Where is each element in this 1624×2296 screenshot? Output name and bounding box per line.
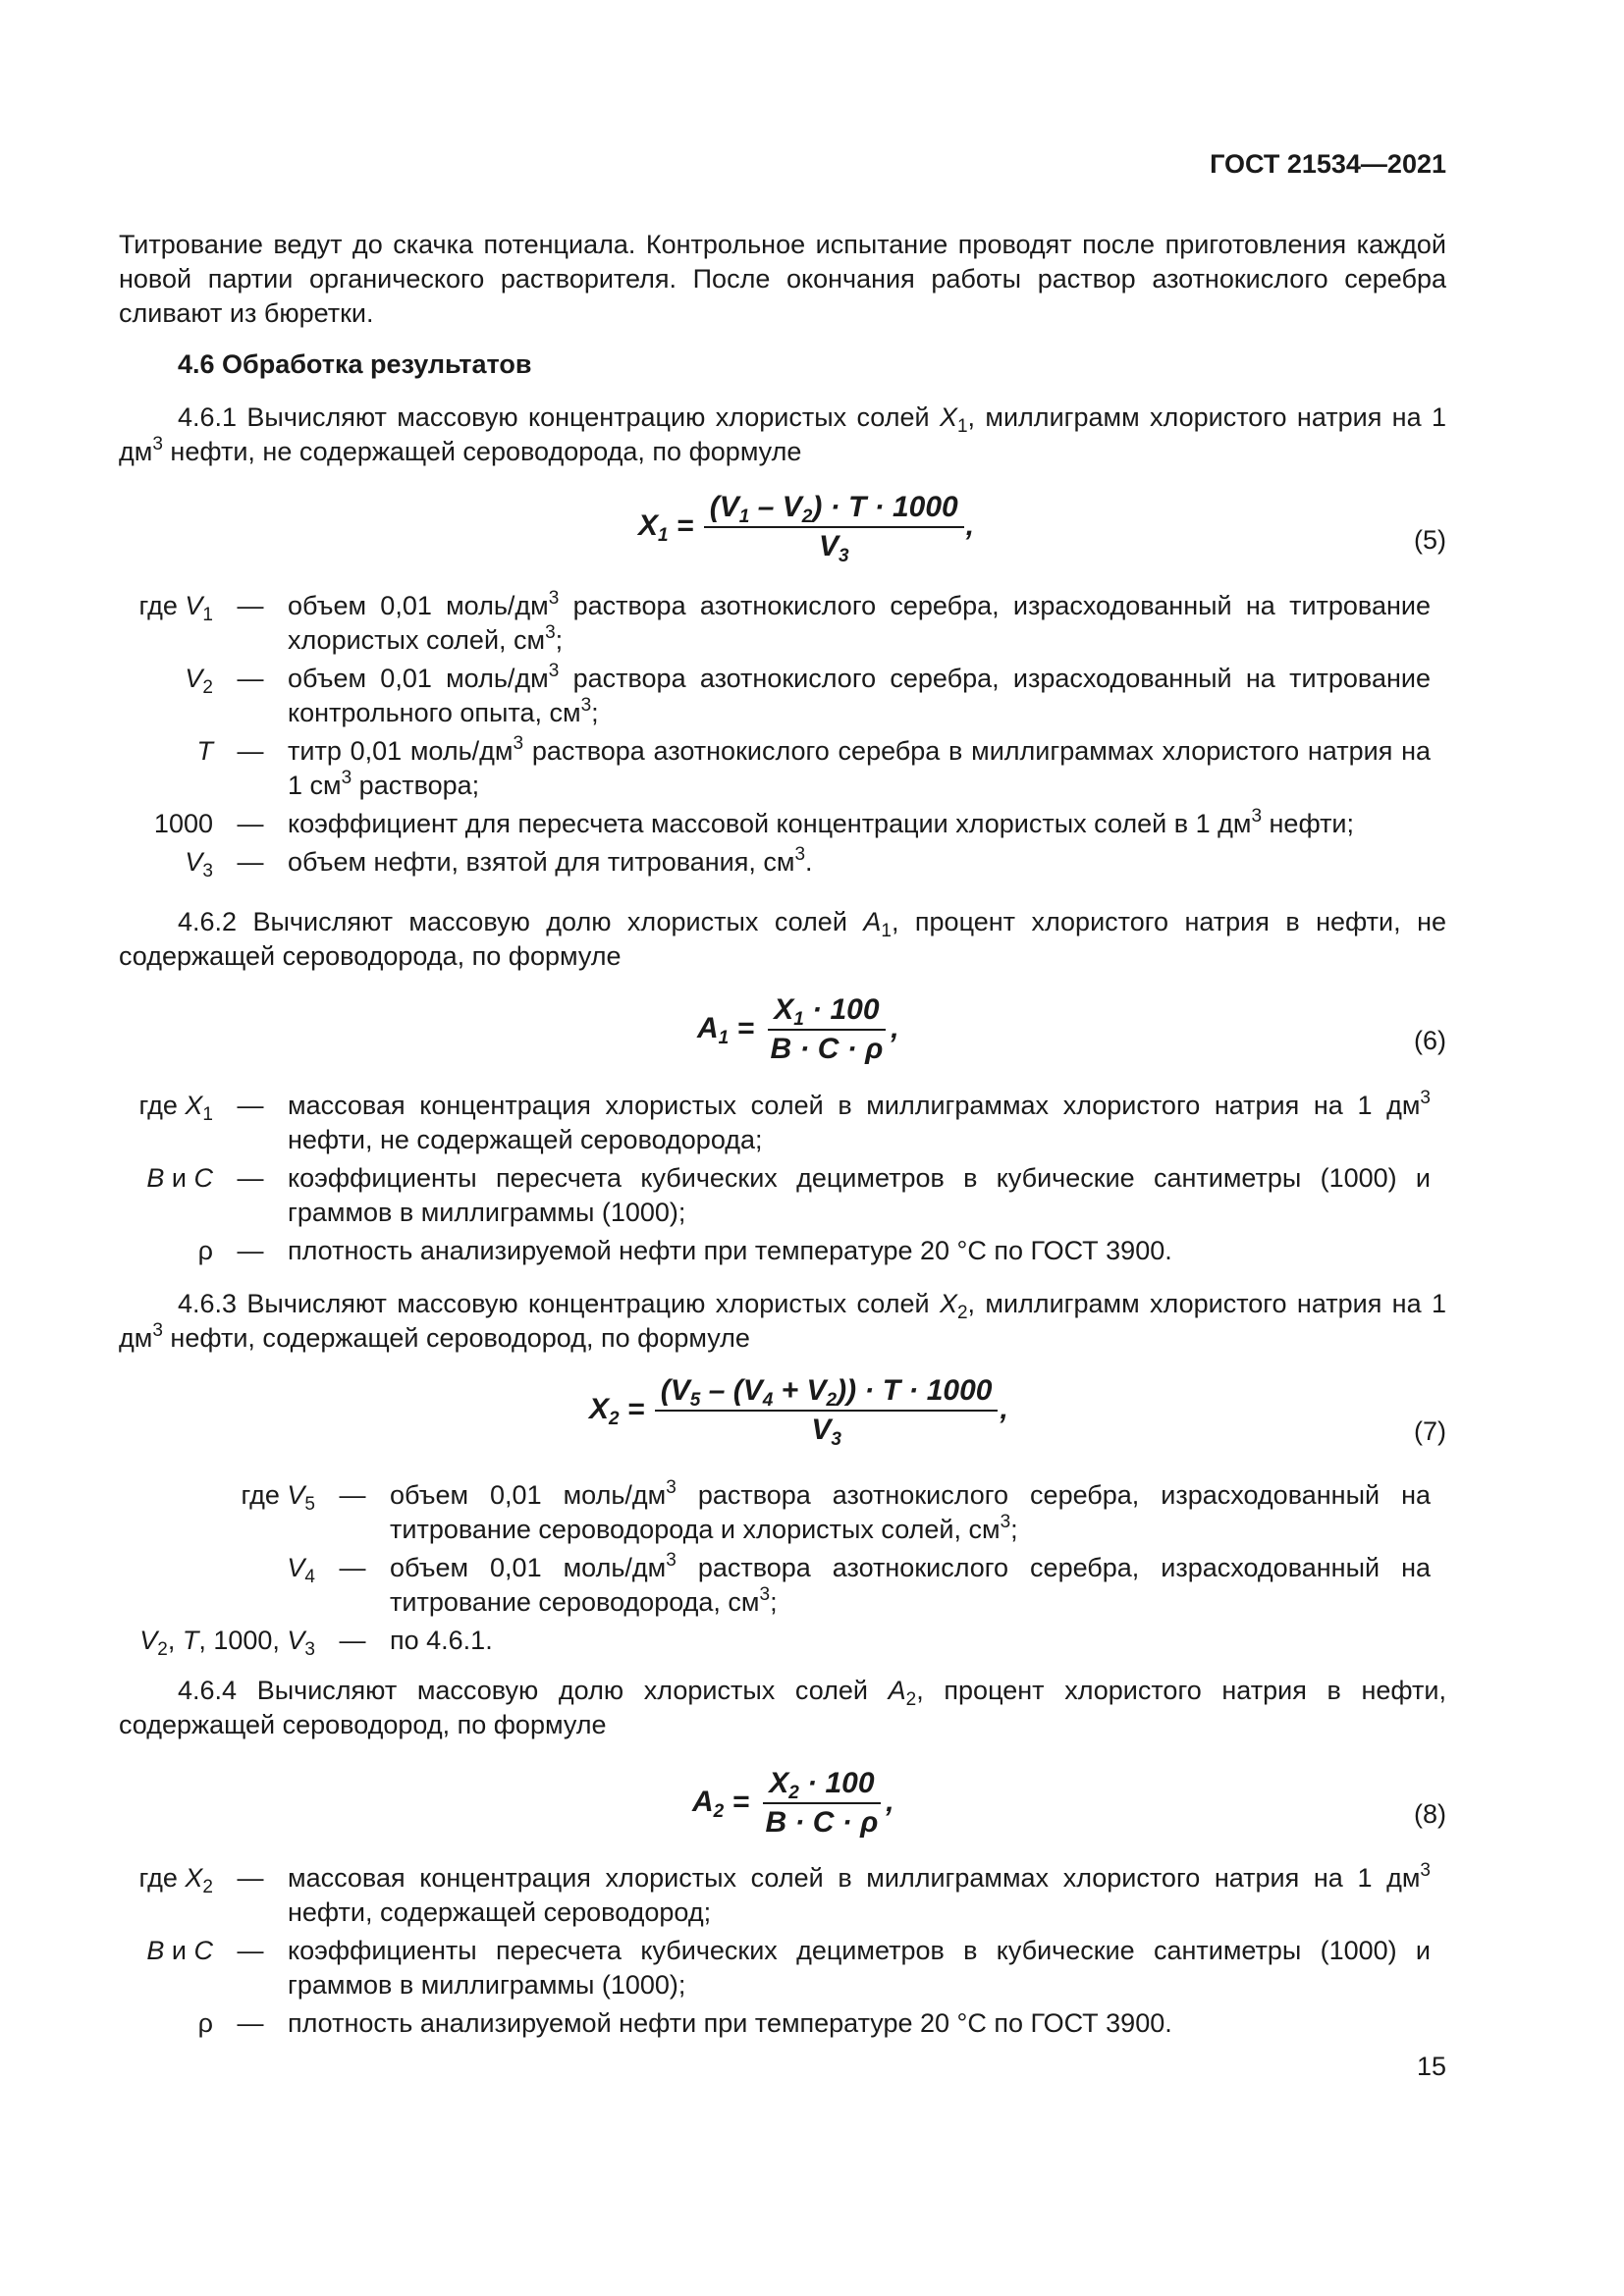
paragraph-4-6-4: 4.6.4 Вычисляют массовую долю хлористых солей $A_2$, процент хлористого натрия в нефти, содержащей сероводород, по формуле [119,1676,1446,1739]
definition-row: $V_3$ — объем нефти, взятой для титрования, $см^3$. [185,844,813,881]
equation-8: $A_2$ = $\frac{X_2 \cdot 100}{B \cdot C \cdot \rho}$ , [692,1767,894,1839]
definitions-eq5 [119,589,1446,883]
equation-number-6: (6) [1414,1026,1446,1055]
equation-6: $A_1$ = $\frac{X_1 \cdot 100}{B \cdot C \cdot \rho}$ , [697,993,899,1065]
equation-number-5: (5) [1414,525,1446,555]
definition-row: где $V_1$ — объем 0,01 моль/$дм^3$ раствора азотнокислого серебра, израсходованный на титрование хлористых солей, $см^3$; [138,588,1431,655]
section-heading: 4.6 Обработка результатов [178,349,532,379]
definition-row: 1000 — коэффициент для пересчета массовой концентрации хлористых солей в 1 $дм^3$ нефти; [153,806,1355,838]
definitions-eq8 [119,1861,1446,2045]
paragraph-4-6-3: 4.6.3 Вычисляют массовую концентрацию хлористых солей $X_2$, миллиграмм хлористого натрия на 1 $дм^3$ нефти, содержащей сероводород, по формуле [119,1289,1446,1353]
definition-row: ρ — плотность анализируемой нефти при температуре 20 °С по ГОСТ 3900. [197,2008,1172,2038]
p463-text-b: , миллиграмм хлористого натрия на 1 дм [119,1289,1446,1353]
definition-row: ρ — плотность анализируемой нефти при температуре 20 °С по ГОСТ 3900. [197,1236,1172,1265]
equation-number-7: (7) [1414,1416,1446,1446]
paragraph-4-6-1: 4.6.1 Вычисляют массовую концентрацию хлористых солей $X_1$, миллиграмм хлористого натрия на 1 $дм^3$ нефти, не содержащей сероводорода, по формуле [119,402,1446,466]
p461-text-a: 4.6.1 Вычисляют массовую концентрацию хлористых солей [178,402,940,432]
definition-row: где $X_1$ — массовая концентрация хлористых солей в миллиграммах хлористого натрия на 1 $дм^3$ нефти, не содержащей сероводорода; [138,1088,1431,1154]
definition-row: где $X_2$ — массовая концентрация хлористых солей в миллиграммах хлористого натрия на 1 $дм^3$ нефти, содержащей сероводород; [138,1860,1431,1927]
definition-row: $V_2$, T, 1000, $V_3$ — по 4.6.1. [139,1626,493,1660]
definitions-eq7 [119,1478,1446,1662]
p461-text-b: , миллиграмм хлористого натрия на 1 дм [119,402,1446,466]
intro-paragraph: Титрование ведут до скачка потенциала. Контрольное испытание проводят после приготовления каждой новой партии органического растворителя. После окончания работы раствор азотнокислого серебра сливают из бюретки. [119,230,1446,328]
definition-row: где $V_5$ — объем 0,01 моль/$дм^3$ раствора азотнокислого серебра, израсходованный на титрование сероводорода и хлористых солей, $см^3$; [241,1477,1431,1544]
equation-5: $X_1$ = $\frac{(V_1 - V_2) \cdot T \cdot 1000}{V_3}$ , [638,491,975,566]
definition-row: $V_4$ — объем 0,01 моль/$дм^3$ раствора азотнокислого серебра, израсходованный на титрование сероводорода, $см^3$; [287,1550,1431,1617]
p464-text-a: 4.6.4 Вычисляют массовую долю хлористых солей [178,1676,889,1705]
gde-label: где [138,591,178,620]
p463-text-a: 4.6.3 Вычисляют массовую концентрацию хлористых солей [178,1289,940,1318]
paragraph-4-6-2: 4.6.2 Вычисляют массовую долю хлористых солей $A_1$, процент хлористого натрия в нефти, не содержащей сероводорода, по формуле [119,907,1447,971]
definitions-eq6 [119,1089,1446,1272]
definition-row: T — титр 0,01 моль/$дм^3$ раствора азотнокислого серебра в миллиграммах хлористого натрия на 1 $см^3$ раствора; [196,733,1431,800]
page-number: 15 [1416,2052,1446,2081]
p464-text-b: , процент хлористого натрия в нефти, содержащей сероводород, по формуле [119,1676,1446,1739]
p462-text-a: 4.6.2 Вычисляют массовую долю хлористых солей [178,907,864,936]
equation-number-8: (8) [1414,1799,1446,1829]
equation-7: $X_2$ = $\frac{(V_5 - (V_4 + V_2)) \cdot T \cdot 1000}{V_3}$ , [589,1374,1008,1450]
p462-text-b: , процент хлористого натрия в нефти, не содержащей сероводорода, по формуле [119,907,1447,971]
p463-text-c: нефти, содержащей сероводород, по формуле [162,1323,750,1353]
document-header: ГОСТ 21534—2021 [1210,149,1446,179]
p461-text-c: нефти, не содержащей сероводорода, по формуле [162,437,802,466]
definition-row: B и C — коэффициенты пересчета кубических дециметров в кубические сантиметры (1000) и граммов в миллиграммы (1000); [146,1936,1431,2000]
definition-row: $V_2$ — объем 0,01 моль/$дм^3$ раствора азотнокислого серебра, израсходованный на титрование контрольного опыта, $см^3$; [185,661,1431,727]
definition-row: B и C — коэффициенты пересчета кубических дециметров в кубические сантиметры (1000) и граммов в миллиграммы (1000); [146,1163,1431,1227]
